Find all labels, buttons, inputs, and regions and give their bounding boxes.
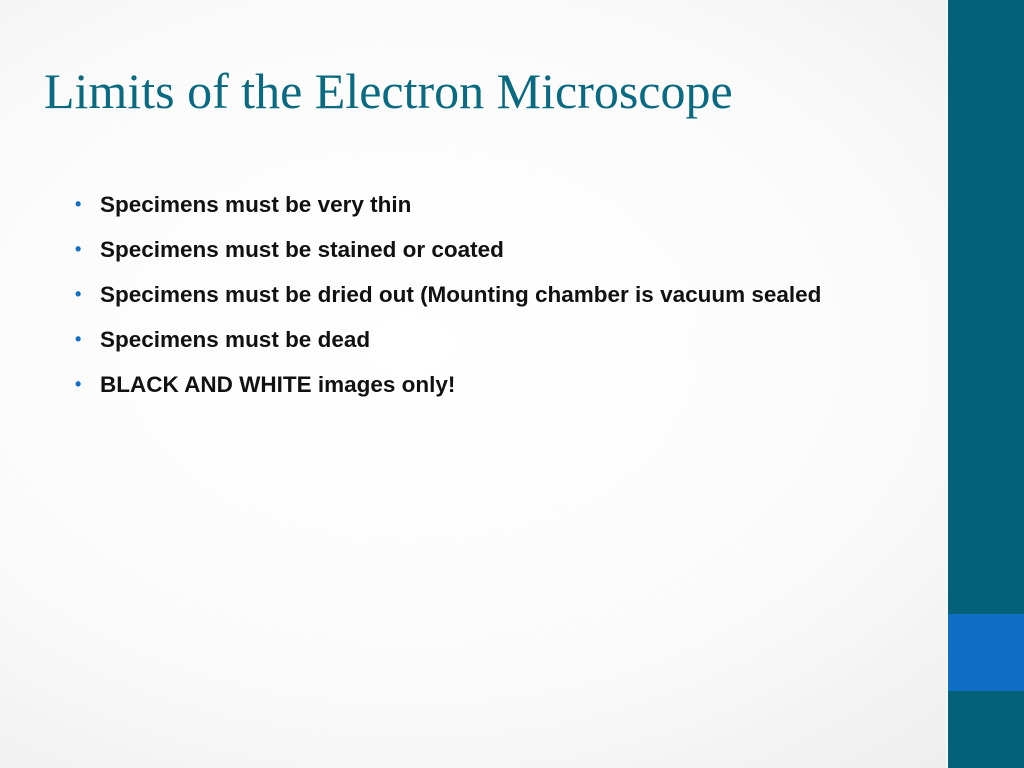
bullet-dot-icon: •: [75, 194, 82, 214]
bullet-dot-icon: •: [75, 284, 82, 304]
bullet-item: [75, 233, 905, 266]
slide-title: Limits of the Electron Microscope: [44, 63, 733, 119]
bullet-text: Specimens must be dead: [100, 327, 371, 352]
bullet-dot-icon: •: [75, 239, 82, 259]
bullet-item: [75, 188, 905, 221]
bullet-text: BLACK AND WHITE images only!: [100, 372, 456, 397]
bullet-dot-icon: •: [75, 374, 82, 394]
bullet-text: Specimens must be dried out (Mounting chamber is vacuum sealed: [100, 282, 822, 307]
bullet-text: Specimens must be stained or coated: [100, 237, 504, 262]
bullet-item: [75, 278, 905, 311]
bullet-item: [75, 323, 905, 356]
decorative-sidebar: [946, 0, 1024, 768]
bullet-text: Specimens must be very thin: [100, 192, 412, 217]
bullet-item: [75, 368, 905, 401]
bullet-list: [75, 188, 905, 413]
sidebar-accent-block: [948, 614, 1024, 691]
bullet-dot-icon: •: [75, 329, 82, 349]
